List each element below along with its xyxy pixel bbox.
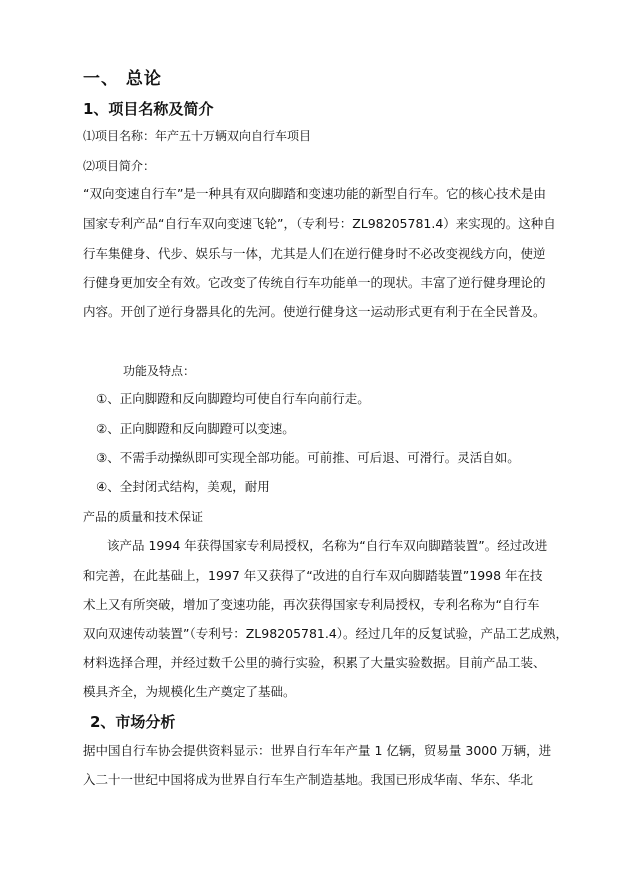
project-intro-item: ⑵项目简介： xyxy=(83,159,156,173)
quality-line: 和完善，在此基础上，1997 年又获得了“改进的自行车双向脚踏装置”1998 年在技 xyxy=(83,568,543,583)
intro-line: 国家专利产品“自行车双向变速飞轮”，（专利号：ZL98205781.4）来实现的。这种自 xyxy=(83,216,556,231)
chapter-heading: 一、 总论 xyxy=(83,69,162,89)
quality-line: 材料选择合理，并经过数千公里的骑行实验，积累了大量实验数据。目前产品工装、 xyxy=(83,655,546,670)
quality-line: 模具齐全，为规模化生产奠定了基础。 xyxy=(83,684,296,699)
quality-line: 该产品 1994 年获得国家专利局授权，名称为“自行车双向脚踏装置”。经过改进 xyxy=(107,538,548,553)
intro-line: 行车集健身、代步、娱乐与一体，尤其是人们在逆行健身时不必改变视线方向，使逆 xyxy=(83,246,546,261)
quality-line: 术上又有所突破，增加了变速功能，再次获得国家专利局授权，专利名称为“自行车 xyxy=(83,597,540,612)
section-2-title: 2、市场分析 xyxy=(90,713,176,731)
intro-line: 行健身更加安全有效。它改变了传统自行车功能单一的现状。丰富了逆行健身理论的 xyxy=(83,275,546,290)
market-line: 据中国自行车协会提供资料显示：世界自行车年产量 1 亿辆，贸易量 3000 万辆，进 xyxy=(83,743,552,758)
quality-title: 产品的质量和技术保证 xyxy=(83,510,204,524)
feature-item: ②、正向脚蹬和反向脚蹬可以变速。 xyxy=(96,421,295,436)
feature-item: ③、不需手动操纵即可实现全部功能。可前推、可后退、可滑行。灵活自如。 xyxy=(96,450,520,465)
quality-line: 双向双速传动装置”（专利号：ZL98205781.4）。经过几年的反复试验，产品工艺成熟， xyxy=(83,626,569,641)
intro-line: “双向变速自行车”是一种具有双向脚踏和变速功能的新型自行车。它的核心技术是由 xyxy=(83,186,546,201)
market-line: 入二十一世纪中国将成为世界自行车生产制造基地。我国已形成华南、华东、华北 xyxy=(83,772,534,787)
features-title: 功能及特点： xyxy=(123,364,196,378)
project-name-item: ⑴项目名称：年产五十万辆双向自行车项目 xyxy=(83,129,312,143)
section-1-title: 1、项目名称及简介 xyxy=(83,100,214,118)
feature-item: ①、正向脚蹬和反向脚蹬均可使自行车向前行走。 xyxy=(96,391,370,406)
intro-line: 内容。开创了逆行身器具化的先河。使逆行健身这一运动形式更有利于在全民普及。 xyxy=(83,304,546,319)
feature-item: ④、全封闭式结构，美观，耐用 xyxy=(96,479,270,494)
